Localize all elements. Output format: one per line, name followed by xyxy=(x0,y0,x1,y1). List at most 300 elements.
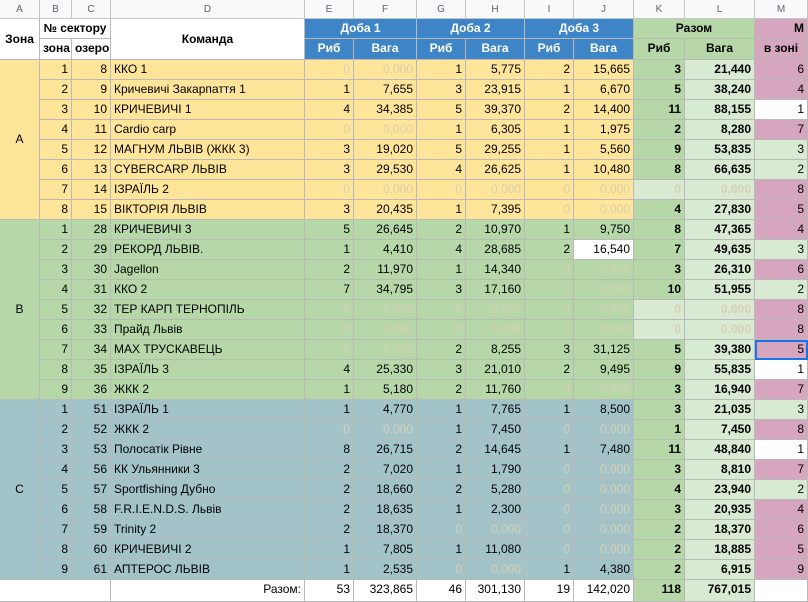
team-name[interactable]: АПТЕРОС ЛЬВІВ xyxy=(111,560,305,580)
team-name[interactable]: ТЕР КАРП ТЕРНОПІЛЬ xyxy=(111,300,305,320)
day-w3[interactable]: 9,495 xyxy=(574,360,634,380)
total-weight[interactable]: 48,840 xyxy=(685,440,755,460)
day-f3[interactable]: 2 xyxy=(525,360,574,380)
day-f2[interactable]: 0 xyxy=(417,320,466,340)
total-fish[interactable]: 3 xyxy=(634,380,685,400)
lake-sector[interactable]: 9 xyxy=(72,80,111,100)
day-f1[interactable]: 4 xyxy=(305,360,354,380)
day-w3[interactable]: 0,000 xyxy=(574,380,634,400)
place-in-zone[interactable]: 1 xyxy=(755,440,808,460)
team-name[interactable]: Полосатік Рівне xyxy=(111,440,305,460)
zone-number[interactable]: 7 xyxy=(40,340,72,360)
total-weight[interactable]: 27,830 xyxy=(685,200,755,220)
day-f1[interactable]: 0 xyxy=(305,420,354,440)
place-in-zone[interactable]: 8 xyxy=(755,420,808,440)
total-fish[interactable]: 1 xyxy=(634,420,685,440)
day-f2[interactable]: 4 xyxy=(417,160,466,180)
place-in-zone[interactable]: 5 xyxy=(755,540,808,560)
day-w1[interactable]: 7,655 xyxy=(354,80,417,100)
table-row[interactable] xyxy=(0,180,808,200)
team-name[interactable]: КРИЧЕВИЧІ 3 xyxy=(111,220,305,240)
lake-sector[interactable]: 52 xyxy=(72,420,111,440)
day-w2[interactable]: 17,160 xyxy=(466,280,525,300)
total-weight[interactable]: 88,155 xyxy=(685,100,755,120)
day-f2[interactable]: 2 xyxy=(417,480,466,500)
day-f2[interactable]: 1 xyxy=(417,60,466,80)
lake-sector[interactable]: 30 xyxy=(72,260,111,280)
day-f3[interactable]: 0 xyxy=(525,260,574,280)
day-w2[interactable]: 0,000 xyxy=(466,520,525,540)
zone-number[interactable]: 3 xyxy=(40,260,72,280)
day-f3[interactable]: 0 xyxy=(525,320,574,340)
zone-number[interactable]: 2 xyxy=(40,420,72,440)
day-w1[interactable]: 7,805 xyxy=(354,540,417,560)
day-f3[interactable]: 0 xyxy=(525,420,574,440)
total-fish[interactable]: 2 xyxy=(634,520,685,540)
zone-number[interactable]: 5 xyxy=(40,480,72,500)
total-weight[interactable]: 0,000 xyxy=(685,300,755,320)
day-f2[interactable]: 3 xyxy=(417,80,466,100)
totals-w3[interactable]: 142,020 xyxy=(574,580,634,602)
day-w2[interactable]: 28,685 xyxy=(466,240,525,260)
table-row[interactable] xyxy=(0,300,808,320)
column-letter-d[interactable]: D xyxy=(111,0,305,19)
zone-number[interactable]: 3 xyxy=(40,100,72,120)
table-row[interactable] xyxy=(0,240,808,260)
totals-f3[interactable]: 19 xyxy=(525,580,574,602)
day-f1[interactable]: 2 xyxy=(305,460,354,480)
table-row[interactable] xyxy=(0,520,808,540)
column-letter-h[interactable]: H xyxy=(466,0,525,19)
day-w3[interactable]: 5,560 xyxy=(574,140,634,160)
day-f1[interactable]: 7 xyxy=(305,280,354,300)
day-w2[interactable]: 0,000 xyxy=(466,300,525,320)
zone-number[interactable]: 1 xyxy=(40,220,72,240)
day-f1[interactable]: 8 xyxy=(305,440,354,460)
place-in-zone[interactable]: 8 xyxy=(755,300,808,320)
place-in-zone[interactable]: 7 xyxy=(755,120,808,140)
table-row[interactable] xyxy=(0,500,808,520)
day-w2[interactable]: 10,970 xyxy=(466,220,525,240)
totals-f1[interactable]: 53 xyxy=(305,580,354,602)
day-f2[interactable]: 0 xyxy=(417,560,466,580)
team-name[interactable]: ІЗРАЇЛЬ 1 xyxy=(111,400,305,420)
table-row[interactable] xyxy=(0,420,808,440)
day-f3[interactable]: 1 xyxy=(525,400,574,420)
day-w3[interactable]: 0,000 xyxy=(574,280,634,300)
day-w1[interactable]: 20,435 xyxy=(354,200,417,220)
table-row[interactable] xyxy=(0,100,808,120)
day-f2[interactable]: 3 xyxy=(417,280,466,300)
day-f3[interactable]: 0 xyxy=(525,540,574,560)
team-name[interactable]: КРИЧЕВИЧІ 1 xyxy=(111,100,305,120)
day-f1[interactable]: 1 xyxy=(305,240,354,260)
place-in-zone[interactable]: 3 xyxy=(755,400,808,420)
zone-number[interactable]: 8 xyxy=(40,540,72,560)
zone-number[interactable]: 7 xyxy=(40,520,72,540)
place-in-zone[interactable]: 8 xyxy=(755,180,808,200)
day-f2[interactable]: 0 xyxy=(417,300,466,320)
column-letter-m[interactable]: M xyxy=(755,0,808,19)
zone-number[interactable]: 5 xyxy=(40,140,72,160)
column-letter-j[interactable]: J xyxy=(574,0,634,19)
day-w3[interactable]: 0,000 xyxy=(574,520,634,540)
team-name[interactable]: Sportfishing Дубно xyxy=(111,480,305,500)
day-w3[interactable]: 8,500 xyxy=(574,400,634,420)
table-row[interactable] xyxy=(0,320,808,340)
day-f3[interactable]: 0 xyxy=(525,280,574,300)
day-f2[interactable]: 5 xyxy=(417,140,466,160)
total-fish[interactable]: 11 xyxy=(634,100,685,120)
totals-w2[interactable]: 301,130 xyxy=(466,580,525,602)
place-in-zone[interactable]: 1 xyxy=(755,100,808,120)
day-w2[interactable]: 0,000 xyxy=(466,320,525,340)
total-weight[interactable]: 53,835 xyxy=(685,140,755,160)
zone-number[interactable]: 1 xyxy=(40,400,72,420)
day-f1[interactable]: 3 xyxy=(305,140,354,160)
place-in-zone[interactable]: 2 xyxy=(755,280,808,300)
place-in-zone[interactable]: 9 xyxy=(755,560,808,580)
total-fish[interactable]: 3 xyxy=(634,260,685,280)
day-f1[interactable]: 0 xyxy=(305,340,354,360)
day-f3[interactable]: 1 xyxy=(525,560,574,580)
totals-f2[interactable]: 46 xyxy=(417,580,466,602)
place-in-zone[interactable]: 2 xyxy=(755,480,808,500)
day-w1[interactable]: 5,180 xyxy=(354,380,417,400)
total-fish[interactable]: 0 xyxy=(634,320,685,340)
day-f1[interactable]: 0 xyxy=(305,60,354,80)
total-weight[interactable]: 39,380 xyxy=(685,340,755,360)
zone-number[interactable]: 7 xyxy=(40,180,72,200)
total-fish[interactable]: 4 xyxy=(634,480,685,500)
column-header-bar[interactable] xyxy=(0,0,808,19)
total-weight[interactable]: 23,940 xyxy=(685,480,755,500)
day-f1[interactable]: 2 xyxy=(305,500,354,520)
day-w3[interactable]: 10,480 xyxy=(574,160,634,180)
lake-sector[interactable]: 53 xyxy=(72,440,111,460)
day-w2[interactable]: 39,370 xyxy=(466,100,525,120)
lake-sector[interactable]: 36 xyxy=(72,380,111,400)
place-in-zone[interactable]: 6 xyxy=(755,60,808,80)
day-f1[interactable]: 2 xyxy=(305,520,354,540)
team-name[interactable]: CYBERCARP ЛЬВІВ xyxy=(111,160,305,180)
lake-sector[interactable]: 29 xyxy=(72,240,111,260)
day-w2[interactable]: 1,790 xyxy=(466,460,525,480)
day-w2[interactable]: 7,395 xyxy=(466,200,525,220)
team-name[interactable]: РЕКОРД ЛЬВІВ. xyxy=(111,240,305,260)
place-in-zone[interactable]: 5 xyxy=(755,200,808,220)
place-in-zone[interactable]: 8 xyxy=(755,320,808,340)
day-f3[interactable]: 1 xyxy=(525,440,574,460)
column-letter-g[interactable]: G xyxy=(417,0,466,19)
zone-number[interactable]: 1 xyxy=(40,60,72,80)
column-letter-a[interactable]: A xyxy=(0,0,40,19)
team-name[interactable]: ККО 2 xyxy=(111,280,305,300)
place-in-zone[interactable]: 3 xyxy=(755,140,808,160)
day-w2[interactable]: 7,765 xyxy=(466,400,525,420)
day-w2[interactable]: 6,305 xyxy=(466,120,525,140)
table-row[interactable] xyxy=(0,560,808,580)
day-w1[interactable]: 0,000 xyxy=(354,320,417,340)
total-weight[interactable]: 51,955 xyxy=(685,280,755,300)
day-f3[interactable]: 2 xyxy=(525,60,574,80)
team-name[interactable]: ВІКТОРІЯ ЛЬВІВ xyxy=(111,200,305,220)
total-fish[interactable]: 2 xyxy=(634,120,685,140)
day-w3[interactable]: 0,000 xyxy=(574,320,634,340)
day-w2[interactable]: 8,255 xyxy=(466,340,525,360)
day-f1[interactable]: 5 xyxy=(305,220,354,240)
total-weight[interactable]: 21,035 xyxy=(685,400,755,420)
day-f1[interactable]: 1 xyxy=(305,400,354,420)
total-fish[interactable]: 5 xyxy=(634,80,685,100)
day-w1[interactable]: 18,370 xyxy=(354,520,417,540)
total-weight[interactable]: 26,310 xyxy=(685,260,755,280)
day-f2[interactable]: 2 xyxy=(417,340,466,360)
day-f3[interactable]: 3 xyxy=(525,340,574,360)
day-f3[interactable]: 1 xyxy=(525,80,574,100)
team-name[interactable]: F.R.I.E.N.D.S. Львів xyxy=(111,500,305,520)
place-in-zone[interactable]: 6 xyxy=(755,260,808,280)
day-w3[interactable]: 15,665 xyxy=(574,60,634,80)
total-weight[interactable]: 0,000 xyxy=(685,180,755,200)
total-weight[interactable]: 49,635 xyxy=(685,240,755,260)
day-w1[interactable]: 0,000 xyxy=(354,60,417,80)
day-w2[interactable]: 5,280 xyxy=(466,480,525,500)
day-w2[interactable]: 11,080 xyxy=(466,540,525,560)
total-fish[interactable]: 9 xyxy=(634,360,685,380)
total-fish[interactable]: 10 xyxy=(634,280,685,300)
day-f2[interactable]: 2 xyxy=(417,220,466,240)
table-row[interactable] xyxy=(0,120,808,140)
day-f3[interactable]: 0 xyxy=(525,480,574,500)
zone-number[interactable]: 8 xyxy=(40,360,72,380)
day-w2[interactable]: 11,760 xyxy=(466,380,525,400)
day-w3[interactable]: 0,000 xyxy=(574,180,634,200)
day-w3[interactable]: 0,000 xyxy=(574,540,634,560)
column-letter-i[interactable]: I xyxy=(525,0,574,19)
column-letter-c[interactable]: C xyxy=(72,0,111,19)
day-w2[interactable]: 23,915 xyxy=(466,80,525,100)
day-w1[interactable]: 29,530 xyxy=(354,160,417,180)
table-row[interactable] xyxy=(0,140,808,160)
place-in-zone[interactable]: 7 xyxy=(755,380,808,400)
day-w1[interactable]: 11,970 xyxy=(354,260,417,280)
zone-number[interactable]: 4 xyxy=(40,120,72,140)
day-f1[interactable]: 3 xyxy=(305,200,354,220)
lake-sector[interactable]: 57 xyxy=(72,480,111,500)
team-name[interactable]: MAX ТРУСКАВЕЦЬ xyxy=(111,340,305,360)
team-name[interactable]: Cardio carp xyxy=(111,120,305,140)
lake-sector[interactable]: 13 xyxy=(72,160,111,180)
lake-sector[interactable]: 15 xyxy=(72,200,111,220)
table-row[interactable] xyxy=(0,200,808,220)
table-row[interactable] xyxy=(0,360,808,380)
day-f3[interactable]: 2 xyxy=(525,240,574,260)
total-fish[interactable]: 7 xyxy=(634,240,685,260)
team-name[interactable]: ІЗРАЇЛЬ 2 xyxy=(111,180,305,200)
day-w3[interactable]: 9,750 xyxy=(574,220,634,240)
place-in-zone[interactable]: 2 xyxy=(755,160,808,180)
team-name[interactable]: ІЗРАЇЛЬ 3 xyxy=(111,360,305,380)
lake-sector[interactable]: 12 xyxy=(72,140,111,160)
table-row[interactable] xyxy=(0,220,808,240)
day-f1[interactable]: 0 xyxy=(305,180,354,200)
table-row[interactable] xyxy=(0,480,808,500)
day-f1[interactable]: 1 xyxy=(305,80,354,100)
day-f2[interactable]: 0 xyxy=(417,520,466,540)
day-f3[interactable]: 0 xyxy=(525,460,574,480)
day-f2[interactable]: 3 xyxy=(417,360,466,380)
total-weight[interactable]: 47,365 xyxy=(685,220,755,240)
day-w3[interactable]: 6,670 xyxy=(574,80,634,100)
day-f2[interactable]: 1 xyxy=(417,420,466,440)
day-w3[interactable]: 7,480 xyxy=(574,440,634,460)
team-name[interactable]: ЖКК 2 xyxy=(111,380,305,400)
total-fish[interactable]: 0 xyxy=(634,300,685,320)
day-w1[interactable]: 0,000 xyxy=(354,120,417,140)
team-name[interactable]: Кричевичі Закарпаття 1 xyxy=(111,80,305,100)
day-w1[interactable]: 19,020 xyxy=(354,140,417,160)
day-f2[interactable]: 1 xyxy=(417,200,466,220)
total-weight[interactable]: 6,915 xyxy=(685,560,755,580)
day-f2[interactable]: 1 xyxy=(417,120,466,140)
day-w1[interactable]: 18,660 xyxy=(354,480,417,500)
table-row[interactable] xyxy=(0,340,808,360)
lake-sector[interactable]: 58 xyxy=(72,500,111,520)
day-f2[interactable]: 4 xyxy=(417,240,466,260)
day-w2[interactable]: 2,300 xyxy=(466,500,525,520)
total-weight[interactable]: 7,450 xyxy=(685,420,755,440)
day-w1[interactable]: 0,000 xyxy=(354,180,417,200)
day-w1[interactable]: 0,000 xyxy=(354,300,417,320)
total-weight[interactable]: 0,000 xyxy=(685,320,755,340)
table-row[interactable] xyxy=(0,460,808,480)
totals-weight[interactable]: 767,015 xyxy=(685,580,755,602)
day-w3[interactable]: 0,000 xyxy=(574,300,634,320)
day-f2[interactable]: 1 xyxy=(417,540,466,560)
day-f2[interactable]: 1 xyxy=(417,400,466,420)
lake-sector[interactable]: 31 xyxy=(72,280,111,300)
zone-number[interactable]: 2 xyxy=(40,80,72,100)
team-name[interactable]: Прайд Львів xyxy=(111,320,305,340)
total-fish[interactable]: 9 xyxy=(634,140,685,160)
day-w1[interactable]: 34,795 xyxy=(354,280,417,300)
day-f3[interactable]: 1 xyxy=(525,140,574,160)
total-fish[interactable]: 3 xyxy=(634,400,685,420)
total-weight[interactable]: 16,940 xyxy=(685,380,755,400)
day-f2[interactable]: 1 xyxy=(417,260,466,280)
totals-fish[interactable]: 118 xyxy=(634,580,685,602)
day-w2[interactable]: 5,775 xyxy=(466,60,525,80)
day-w3[interactable]: 0,000 xyxy=(574,480,634,500)
day-f3[interactable]: 0 xyxy=(525,520,574,540)
place-in-zone[interactable]: 3 xyxy=(755,240,808,260)
day-w3[interactable]: 14,400 xyxy=(574,100,634,120)
table-row[interactable] xyxy=(0,260,808,280)
day-w2[interactable]: 26,625 xyxy=(466,160,525,180)
team-name[interactable]: МАГНУМ ЛЬВІВ (ЖКК 3) xyxy=(111,140,305,160)
day-w3[interactable]: 4,380 xyxy=(574,560,634,580)
lake-sector[interactable]: 10 xyxy=(72,100,111,120)
total-fish[interactable]: 5 xyxy=(634,340,685,360)
lake-sector[interactable]: 60 xyxy=(72,540,111,560)
total-weight[interactable]: 21,440 xyxy=(685,60,755,80)
lake-sector[interactable]: 14 xyxy=(72,180,111,200)
place-in-zone[interactable]: 1 xyxy=(755,360,808,380)
day-w3[interactable]: 0,000 xyxy=(574,500,634,520)
day-w3[interactable]: 0,000 xyxy=(574,200,634,220)
day-f3[interactable]: 0 xyxy=(525,500,574,520)
day-w3[interactable]: 31,125 xyxy=(574,340,634,360)
day-w1[interactable]: 26,715 xyxy=(354,440,417,460)
column-letter-b[interactable]: B xyxy=(40,0,72,19)
day-f2[interactable]: 5 xyxy=(417,100,466,120)
zone-number[interactable]: 2 xyxy=(40,240,72,260)
day-w1[interactable]: 0,000 xyxy=(354,420,417,440)
lake-sector[interactable]: 28 xyxy=(72,220,111,240)
day-w1[interactable]: 18,635 xyxy=(354,500,417,520)
day-f3[interactable]: 0 xyxy=(525,180,574,200)
column-letter-e[interactable]: E xyxy=(305,0,354,19)
total-weight[interactable]: 38,240 xyxy=(685,80,755,100)
total-fish[interactable]: 3 xyxy=(634,460,685,480)
total-fish[interactable]: 2 xyxy=(634,540,685,560)
day-f1[interactable]: 1 xyxy=(305,540,354,560)
lake-sector[interactable]: 32 xyxy=(72,300,111,320)
column-letter-k[interactable]: K xyxy=(634,0,685,19)
day-w1[interactable]: 4,770 xyxy=(354,400,417,420)
place-in-zone[interactable]: 7 xyxy=(755,460,808,480)
total-weight[interactable]: 66,635 xyxy=(685,160,755,180)
zone-number[interactable]: 9 xyxy=(40,380,72,400)
team-name[interactable]: Trinity 2 xyxy=(111,520,305,540)
total-fish[interactable]: 2 xyxy=(634,560,685,580)
team-name[interactable]: КК Ульянники 3 xyxy=(111,460,305,480)
day-f2[interactable]: 2 xyxy=(417,380,466,400)
total-fish[interactable]: 3 xyxy=(634,500,685,520)
day-f1[interactable]: 3 xyxy=(305,160,354,180)
lake-sector[interactable]: 51 xyxy=(72,400,111,420)
zone-number[interactable]: 4 xyxy=(40,280,72,300)
lake-sector[interactable]: 61 xyxy=(72,560,111,580)
lake-sector[interactable]: 35 xyxy=(72,360,111,380)
zone-number[interactable]: 9 xyxy=(40,560,72,580)
table-row[interactable] xyxy=(0,160,808,180)
lake-sector[interactable]: 8 xyxy=(72,60,111,80)
day-w2[interactable]: 29,255 xyxy=(466,140,525,160)
day-w3[interactable]: 1,975 xyxy=(574,120,634,140)
place-in-zone[interactable]: 5 xyxy=(755,340,808,360)
totals-w1[interactable]: 323,865 xyxy=(354,580,417,602)
day-f1[interactable]: 1 xyxy=(305,380,354,400)
total-fish[interactable]: 0 xyxy=(634,180,685,200)
total-fish[interactable]: 11 xyxy=(634,440,685,460)
day-f3[interactable]: 0 xyxy=(525,200,574,220)
zone-number[interactable]: 3 xyxy=(40,440,72,460)
day-f3[interactable]: 1 xyxy=(525,120,574,140)
zone-number[interactable]: 5 xyxy=(40,300,72,320)
day-w3[interactable]: 0,000 xyxy=(574,420,634,440)
table-row[interactable] xyxy=(0,80,808,100)
total-fish[interactable]: 8 xyxy=(634,220,685,240)
day-f3[interactable]: 2 xyxy=(525,100,574,120)
total-fish[interactable]: 4 xyxy=(634,200,685,220)
day-f1[interactable]: 2 xyxy=(305,480,354,500)
table-row[interactable] xyxy=(0,280,808,300)
table-row[interactable] xyxy=(0,440,808,460)
table-row[interactable] xyxy=(0,60,808,80)
day-f2[interactable]: 1 xyxy=(417,500,466,520)
